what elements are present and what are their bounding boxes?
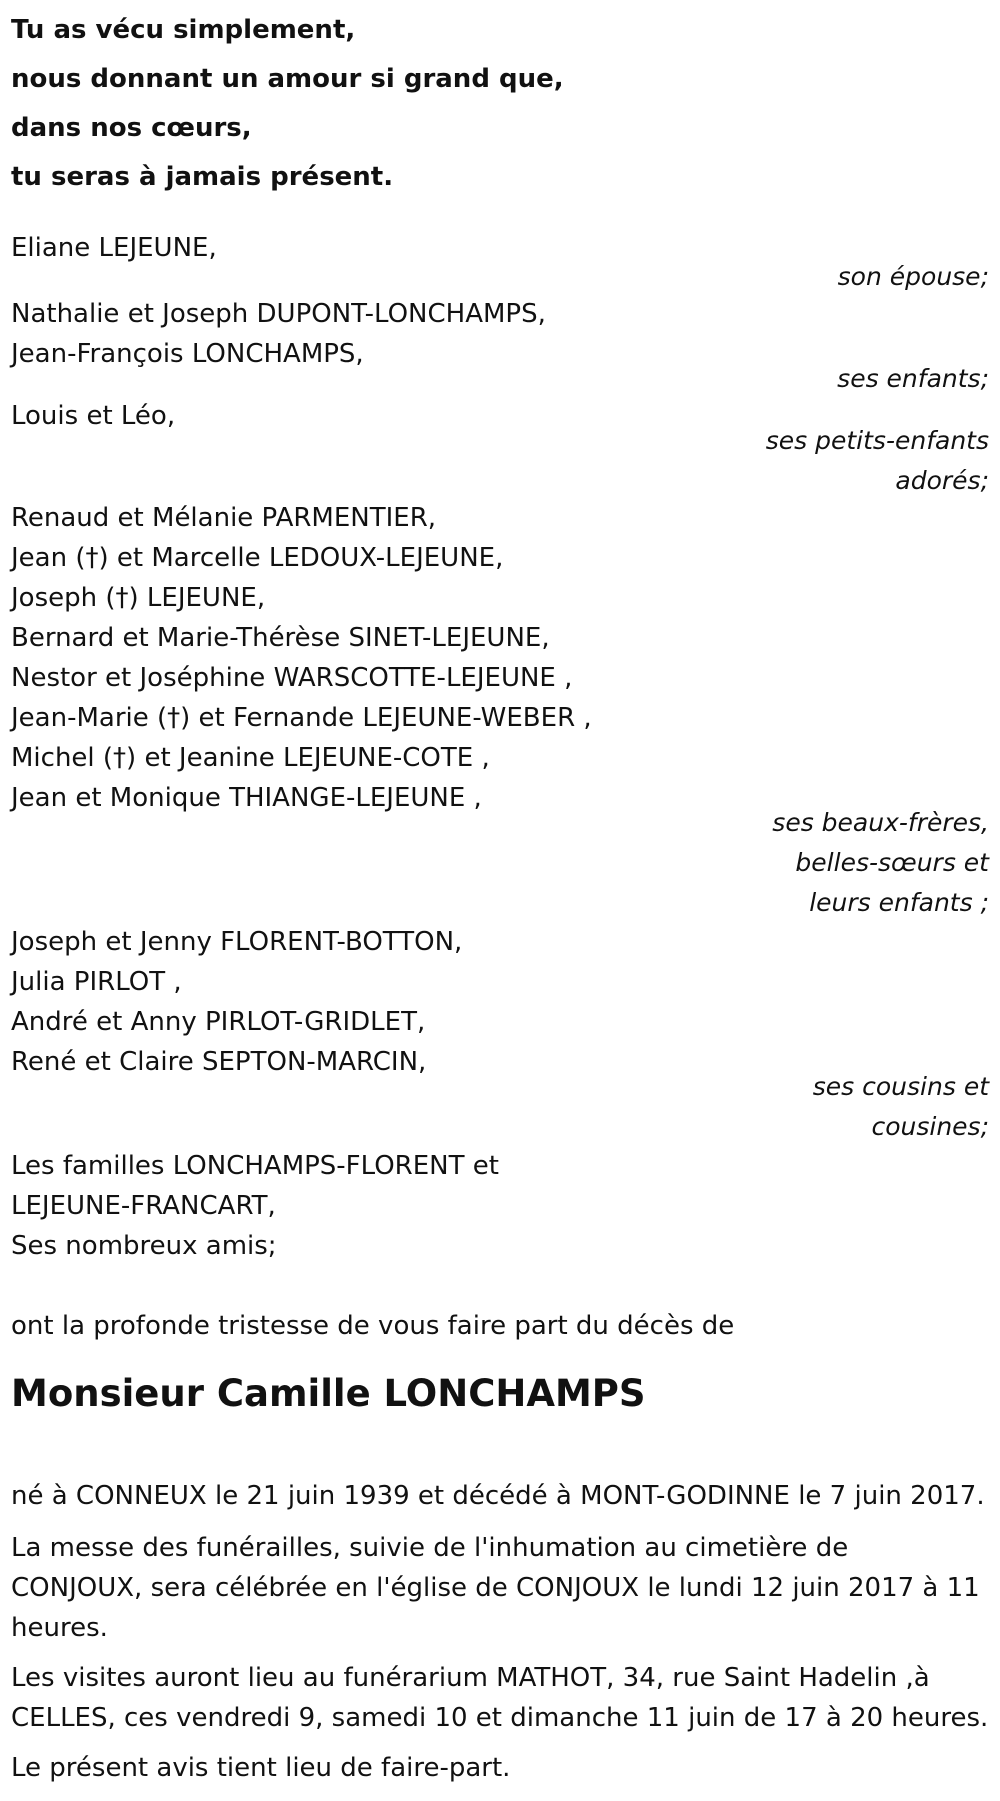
in-law-name: Joseph (†) LEJEUNE, (11, 583, 266, 613)
grandchildren-names: Louis et Léo, (11, 401, 176, 431)
poem-line: Tu as vécu simplement, (11, 15, 356, 45)
child-name: Nathalie et Joseph DUPONT-LONCHAMPS, (11, 299, 546, 329)
in-law-name: Jean (†) et Marcelle LEDOUX-LEJEUNE, (11, 543, 504, 573)
poem-line: nous donnant un amour si grand que, (11, 64, 564, 94)
cousin-name: René et Claire SEPTON-MARCIN, (11, 1047, 427, 1077)
cousin-name: André et Anny PIRLOT-GRIDLET, (11, 1007, 426, 1037)
in-law-name: Nestor et Joséphine WARSCOTTE-LEJEUNE , (11, 663, 573, 693)
in-law-name: Jean-Marie (†) et Fernande LEJEUNE-WEBER , (11, 703, 592, 733)
cousin-name: Joseph et Jenny FLORENT-BOTTON, (11, 927, 463, 957)
poem-line: tu seras à jamais présent. (11, 162, 394, 192)
funeral-line: La messe des funérailles, suivie de l'inhumation au cimetière de (11, 1533, 849, 1563)
funeral-line: CONJOUX, sera célébrée en l'église de CONJOUX le lundi 12 juin 2017 à 11 (11, 1573, 980, 1603)
child-name: Jean-François LONCHAMPS, (11, 339, 364, 369)
in-laws-relation: leurs enfants ; (809, 888, 989, 917)
families-line: LEJEUNE-FRANCART, (11, 1191, 276, 1221)
birth-death-line: né à CONNEUX le 21 juin 1939 et décédé à MONT-GODINNE le 7 juin 2017. (11, 1481, 985, 1511)
grandchildren-relation: adorés; (895, 466, 989, 495)
in-law-name: Bernard et Marie-Thérèse SINET-LEJEUNE, (11, 623, 550, 653)
visits-line: CELLES, ces vendredi 9, samedi 10 et dimanche 11 juin de 17 à 20 heures. (11, 1703, 989, 1733)
cousins-relation: ses cousins et (812, 1072, 989, 1101)
deceased-name: Monsieur Camille LONCHAMPS (11, 1372, 646, 1415)
children-relation: ses enfants; (837, 364, 989, 393)
poem-line: dans nos cœurs, (11, 113, 252, 143)
funeral-line: heures. (11, 1613, 108, 1643)
in-law-name: Jean et Monique THIANGE-LEJEUNE , (11, 783, 482, 813)
spouse-name: Eliane LEJEUNE, (11, 233, 217, 263)
announcement-text: ont la profonde tristesse de vous faire part du décès de (11, 1311, 735, 1341)
visits-line: Les visites auront lieu au funérarium MATHOT, 34, rue Saint Hadelin ,à (11, 1663, 930, 1693)
notice-line: Le présent avis tient lieu de faire-part. (11, 1753, 511, 1783)
families-line: Les familles LONCHAMPS-FLORENT et (11, 1151, 499, 1181)
opening-poem (11, 6, 564, 202)
in-law-name: Michel (†) et Jeanine LEJEUNE-COTE , (11, 743, 490, 773)
cousin-name: Julia PIRLOT , (11, 967, 182, 997)
grandchildren-relation: ses petits-enfants (765, 426, 989, 455)
in-laws-relation: belles-sœurs et (795, 848, 989, 877)
in-laws-relation: ses beaux-frères, (772, 808, 989, 837)
in-law-name: Renaud et Mélanie PARMENTIER, (11, 503, 437, 533)
spouse-relation: son épouse; (837, 262, 989, 291)
cousins-relation: cousines; (871, 1112, 989, 1141)
friends-line: Ses nombreux amis; (11, 1231, 277, 1261)
